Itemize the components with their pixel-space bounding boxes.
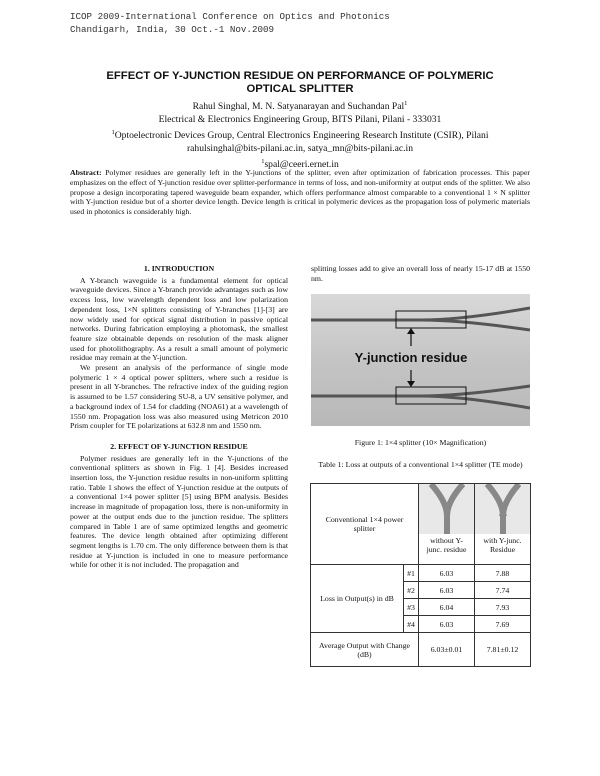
figure-1-caption: Figure 1: 1×4 splitter (10× Magnification) bbox=[354, 438, 487, 447]
author-names: Rahul Singhal, M. N. Satyanarayan and Suchandan Pal$^1$ bbox=[192, 100, 408, 113]
table-header-row bbox=[311, 484, 531, 565]
affiliation-1: Electrical & Electronics Engineering Group, BITS Pilani, Pilani - 333031 bbox=[158, 114, 442, 126]
conference-line-1: ICOP 2009-International Conference on Optics and Photonics bbox=[70, 11, 390, 22]
section-2-para-1: Polymer residues are generally left in the Y-junctions of the conventional splitters as shown in Fig. 1 [4]. Besides increased insertion loss, the Y-junction residue results in non-uniform splitting ratio. Table 1 shows the effect of Y-junction residue at the outputs of a conventional 1×4 power splitter [5] using BPM analysis. Besides increase in magnitude of propagation loss, there is non-uniformity in power at the output ends due to the junction residue. The splitters compared in Table 1 are of same optimized lengths and geometric features. The device length obtained after optimizing different segment lengths is 1.70 cm. The only difference between them is that residue at Y-junction is included in one to measure performance while for other it is not included. The propagation and bbox=[70, 453, 288, 570]
author-emails-2: $^1$spal@ceeri.ernet.in bbox=[261, 158, 339, 171]
y-junction-without-icon bbox=[419, 484, 474, 534]
y-junction-with-residue-icon bbox=[475, 484, 530, 534]
section-1-heading: 1. INTRODUCTION bbox=[143, 264, 215, 273]
row-group-label: Loss in Output(s) in dB bbox=[311, 565, 404, 633]
title-line-1: EFFECT OF Y-JUNCTION RESIDUE ON PERFORMANCE OF POLYMERIC bbox=[106, 70, 494, 82]
title-line-2: OPTICAL SPLITTER bbox=[246, 83, 354, 95]
abstract bbox=[70, 168, 530, 217]
port-label: #1 bbox=[404, 565, 419, 582]
col-without-header: without Y-junc. residue bbox=[419, 484, 475, 565]
section-2-para-1-continued: splitting losses add to give an overall loss of nearly 15-17 dB at 1550 nm. bbox=[311, 264, 530, 283]
conference-line-2: Chandigarh, India, 30 Oct.-1 Nov.2009 bbox=[70, 24, 274, 35]
value-with: 7.69 bbox=[475, 616, 531, 633]
value-with: 7.74 bbox=[475, 582, 531, 599]
value-with: 7.93 bbox=[475, 599, 531, 616]
figure-1-micrograph bbox=[311, 294, 530, 426]
value-without: 6.03 bbox=[419, 582, 475, 599]
author-block bbox=[60, 97, 540, 172]
abstract-text: Polymer residues are generally left in the Y-junctions of the splitter, even after optimization of fabrication processes. This paper emphasizes on the effect of Y-junction residue over splitter-performance in terms of loss, and non-uniformity at output ends of the splitter. We also propose a design incorporating tapered waveguide beam expander, which offers performance almost comparable to a conventional 1 × N splitter with Y-junction residue but of a shorter device length. Device length is critical in polymeric devices as the propagation loss of polymeric materials used in photonics is considerably high. bbox=[70, 168, 530, 217]
table-header-label: Conventional 1×4 power splitter bbox=[311, 484, 419, 565]
left-column bbox=[70, 264, 288, 570]
col-with-header: with Y-junc. Residue bbox=[475, 484, 531, 565]
author-emails-1: rahulsinghal@bits-pilani.ac.in, satya_mn@bits-pilani.ac.in bbox=[186, 143, 414, 155]
table-1-caption: Table 1: Loss at outputs of a conventional 1×4 splitter (TE mode) bbox=[318, 460, 523, 469]
section-1-para-2: We present an analysis of the performance of single mode polymeric 1 × 4 optical power splitters, where such a residue is present in all Y-branches. The refractive index of the guiding region is assumed to be 1.57 considering SU-8, a UV sensitive polymer, and a background index of 1.54 for cladding (NOA61) at a wavelength of 1550 nm. Propagation loss was also measured using Metricon 2010 Prism coupler for TE polarizations at 632.8 nm and 1550 nm. bbox=[70, 363, 288, 431]
section-1-para-1: A Y-branch waveguide is a fundamental element for optical waveguide devices. Since a Y-branch provide advantages such as low excess loss, low wavelength dependent loss and low polarization dependent loss, 1×N splitters consisting of Y-branches [1]-[3] are now widely used for optical signal distribution in passive optical networks. During fabrication employing a photomask, the smallest feature size obtainable depends on resolution of the mask aligner used for photolithography. As a result a small amount of polymeric residue may remain at the Y-junction. bbox=[70, 275, 288, 363]
average-label: Average Output with Change (dB) bbox=[311, 633, 419, 667]
port-label: #3 bbox=[404, 599, 419, 616]
table-average-row bbox=[311, 633, 531, 667]
right-column bbox=[311, 264, 530, 283]
figure-1-label: Y-junction residue bbox=[354, 350, 468, 365]
value-without: 6.03 bbox=[419, 616, 475, 633]
conference-header bbox=[70, 10, 390, 36]
abstract-label: Abstract: bbox=[70, 168, 102, 177]
port-label: #2 bbox=[404, 582, 419, 599]
value-without: 6.03 bbox=[419, 565, 475, 582]
table-row bbox=[311, 565, 531, 582]
average-with: 7.81±0.12 bbox=[475, 633, 531, 667]
average-without: 6.03±0.01 bbox=[419, 633, 475, 667]
value-with: 7.88 bbox=[475, 565, 531, 582]
section-2-heading: 2. EFFECT OF Y-JUNCTION RESIDUE bbox=[110, 441, 248, 451]
paper-title bbox=[60, 70, 540, 96]
port-label: #4 bbox=[404, 616, 419, 633]
value-without: 6.04 bbox=[419, 599, 475, 616]
affiliation-2: $^1$Optoelectronic Devices Group, Central Electronics Engineering Research Institute (CSIR), Pilani bbox=[111, 129, 489, 142]
loss-table bbox=[310, 483, 531, 667]
